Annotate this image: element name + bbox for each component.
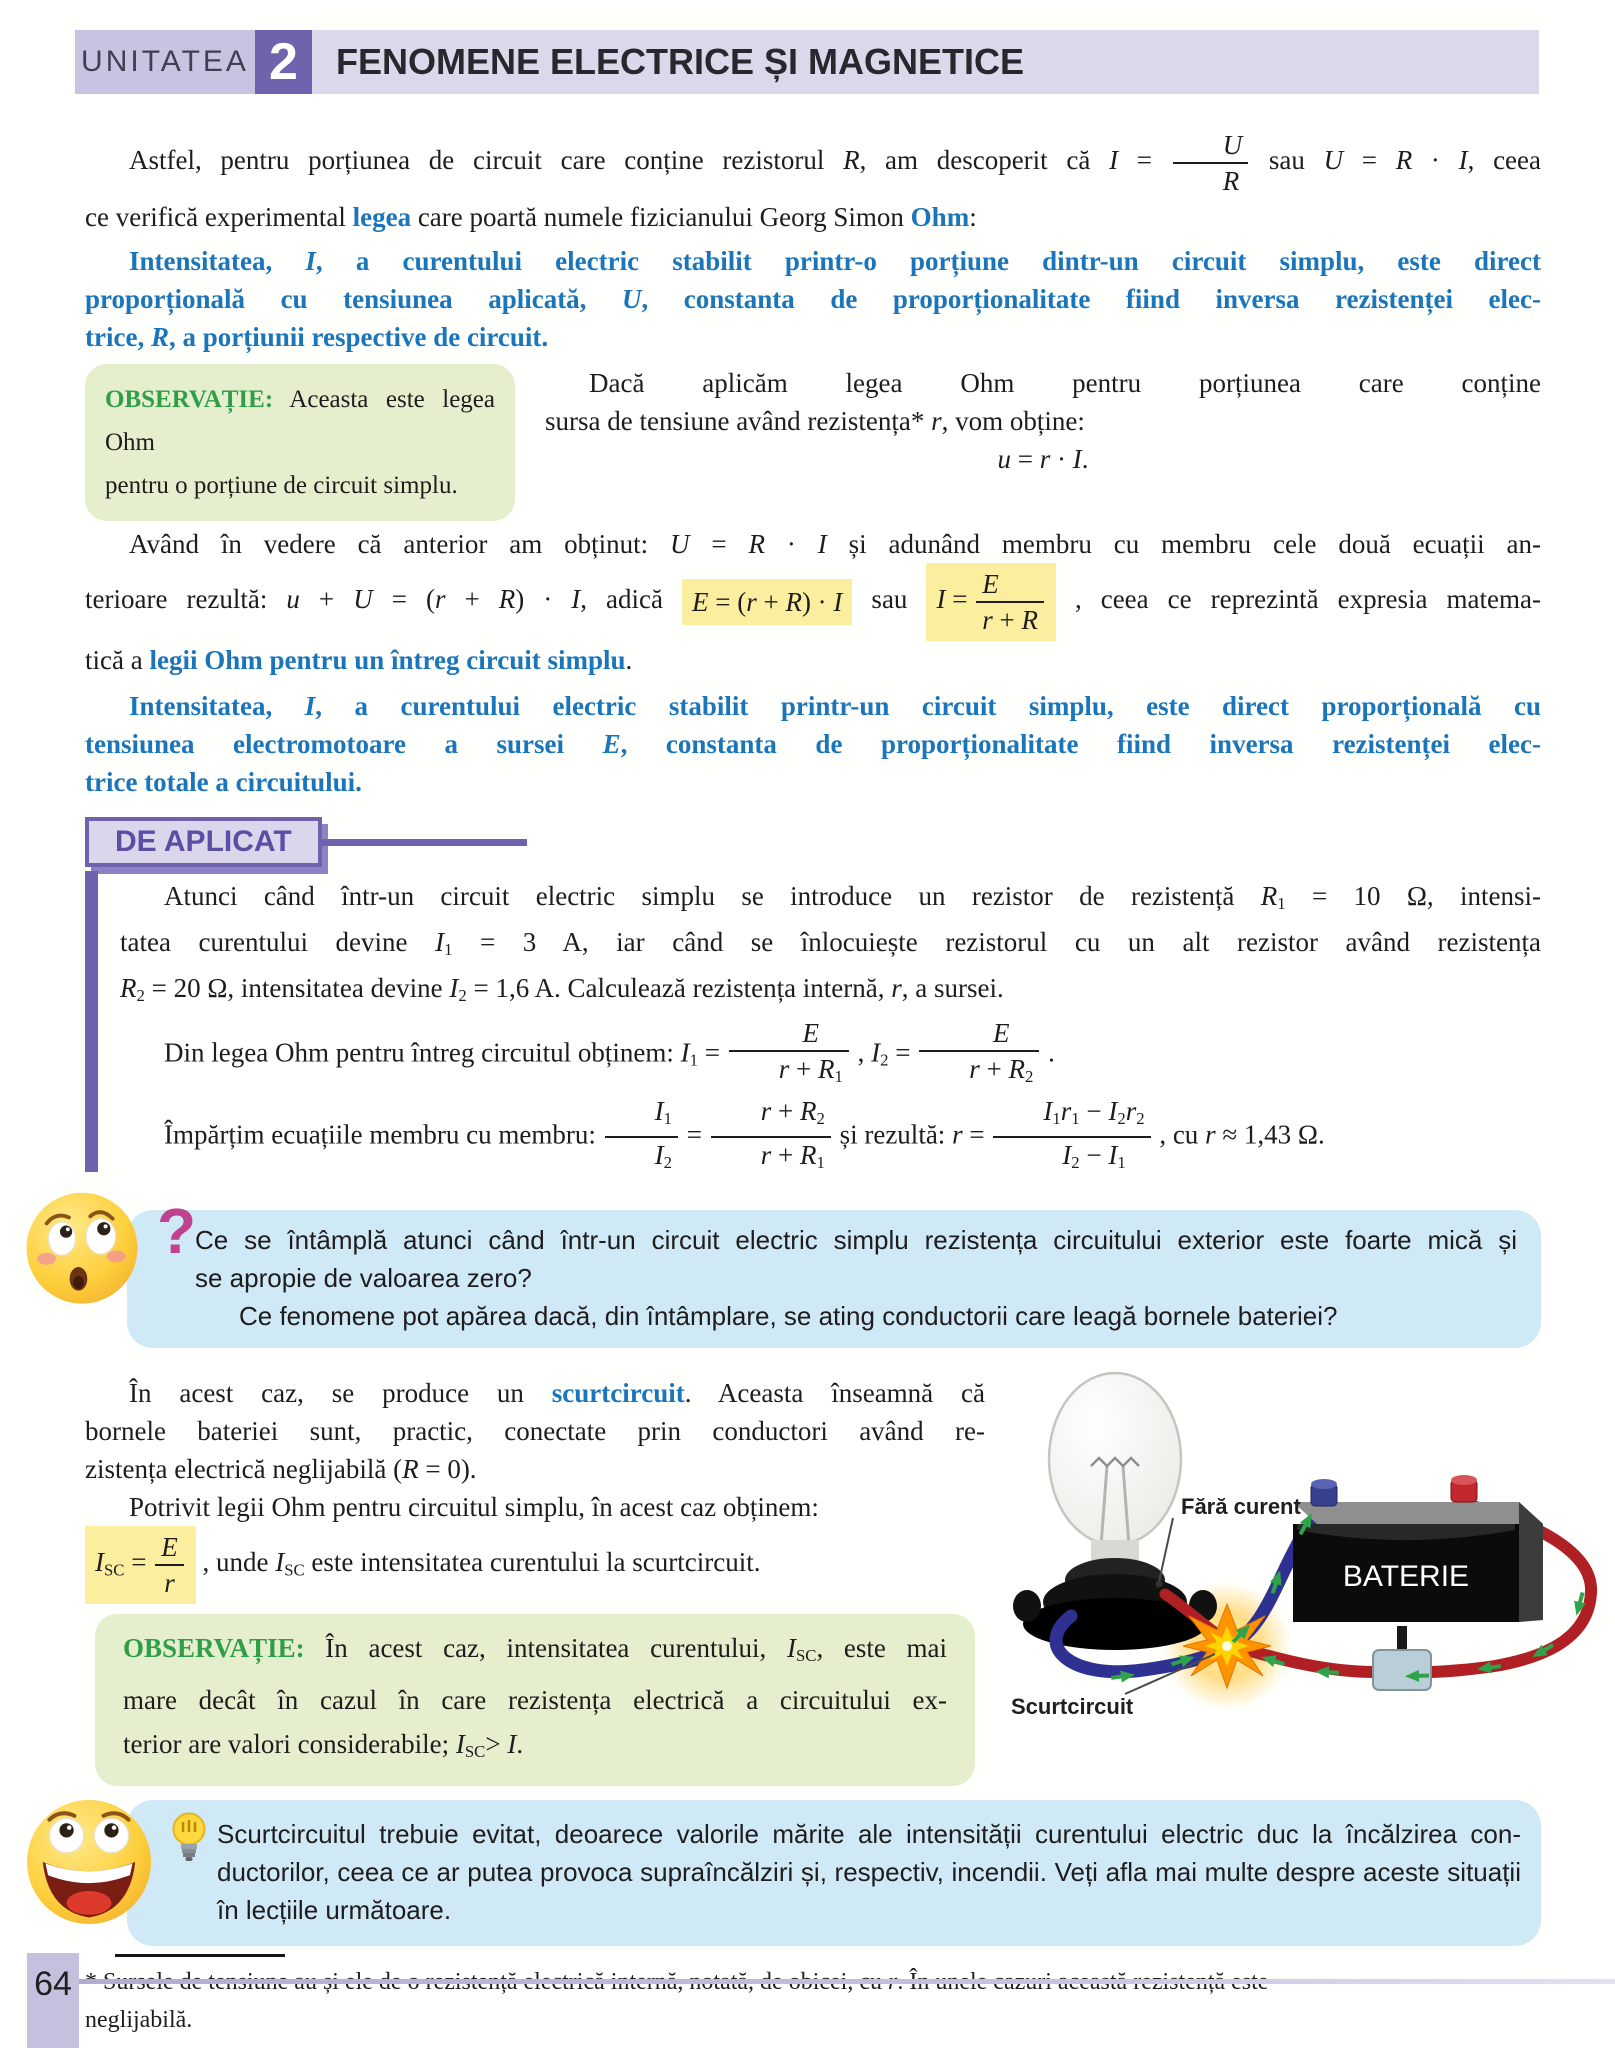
text-line: proporțională cu tensiunea aplicată, U, constanta de proporționalitate fiind inversa rezistenței elec- (85, 284, 1541, 314)
page-number-box (27, 1953, 79, 2048)
footnote-text (85, 1965, 1541, 2041)
derivation-paragraph (85, 525, 1541, 679)
battery-terminal-negative (1311, 1479, 1337, 1506)
text-line: $I_{SC}$ = $\frac{E}{r}$ , unde $I_{SC}$ este intensitatea curentului la scurtcircuit. (85, 1526, 985, 1604)
switch (1373, 1626, 1431, 1690)
de-aplicat-header (85, 817, 1541, 867)
text-line: Ce fenomene pot apărea dacă, din întâmplare, se ating conductorii care leagă bornele bateriei? (239, 1301, 1338, 1332)
text-line: bornele bateriei sunt, practic, conectate prin conductori având re- (85, 1416, 985, 1447)
lightbulb-icon (167, 1810, 211, 1872)
observation-row (85, 364, 1541, 521)
unit-number-badge: 2 (255, 30, 312, 94)
text-line: sursa de tensiune având rezistența* r, vom obține: (545, 406, 1085, 436)
observation-box-1 (85, 364, 515, 521)
battery-terminal-positive (1451, 1475, 1477, 1502)
text-line: În acest caz, se produce un scurtcircuit. Aceasta înseamnă că (129, 1378, 985, 1409)
text-line: Potrivit legii Ohm pentru circuitul simplu, în acest caz obținem: (129, 1492, 819, 1523)
worried-emoji-icon (23, 1188, 141, 1306)
de-aplicat-rule (322, 839, 527, 846)
unit-label: UNITATEA (75, 30, 255, 94)
ohm-law-full-statement (85, 687, 1541, 801)
main-content-column (85, 128, 1541, 2041)
text-line: trice totale a circuitului. (85, 767, 362, 797)
question-mark: ? (157, 1195, 197, 1268)
text-line: Ce se întâmplă atunci când într-un circuit electric simplu rezistența circuitului exterior este foarte mică și (195, 1225, 1517, 1256)
laughing-emoji-icon (23, 1796, 155, 1928)
text-line: OBSERVAȚIE: În acest caz, intensitatea curentului, $I_{SC}$, este mai (123, 1633, 947, 1666)
tip-block (85, 1800, 1541, 1946)
text-line: terioare rezultă: u + U = (r + R) · I, adică E = (r + R) · I sau I = $\frac{E}{r + R}$ , ceea ce reprezintă expresia matema- (85, 563, 1541, 641)
source-law-paragraph (545, 364, 1541, 521)
text-line: se apropie de valoarea zero? (195, 1263, 532, 1294)
ohm-law-portion-statement (85, 242, 1541, 356)
page-header (75, 30, 1539, 94)
text-line (85, 1965, 1541, 2003)
text-line: mare decât în cazul în care rezistența electrică a circuitului ex- (123, 1685, 947, 1716)
text-line: Din legea Ohm pentru întreg circuitul obținem: $I_1$ = $\frac{E}{r + R_1}$ , $I_2$ = $\frac{E}{r + R_2}$ . (120, 1016, 1541, 1094)
intro-paragraph (85, 128, 1541, 236)
text-line: Dacă aplicăm legea Ohm pentru porțiunea care conține (589, 368, 1541, 398)
footnote (85, 1954, 1541, 2041)
text-line: pentru o porțiune de circuit simplu. (105, 472, 458, 499)
text-line: Scurtcircuitul trebuie evitat, deoarece valorile mărite ale intensității curentului electric duc la încălzirea con- (217, 1819, 1521, 1850)
short-circuit-label: Scurtcircuit (1011, 1694, 1134, 1720)
question-box (127, 1210, 1541, 1348)
text-line: OBSERVAȚIE: Aceasta este legea Ohm (105, 386, 495, 456)
text-line: Având în vedere că anterior am obținut: U = R · I și adunând membru cu membru cele două ecuații an- (129, 529, 1541, 559)
battery-label: BATERIE (1342, 1560, 1470, 1594)
tip-box (127, 1800, 1541, 1946)
text-line: $R_2 = 20$ Ω, intensitatea devine $I_2 = 1,6$ A. Calculează rezistența internă, r, a sursei. (120, 973, 1004, 1006)
observation-box-2 (95, 1614, 975, 1786)
question-block (85, 1195, 1541, 1348)
text-line: Atunci când într-un circuit electric simplu se introduce un rezistor de rezistență $R_1 = 10$ Ω, intensi- (164, 881, 1542, 914)
applied-problem (120, 877, 1541, 1180)
text-line: u = r · I. (997, 444, 1089, 474)
text-line: zistența electrică neglijabilă (R = 0). (85, 1454, 477, 1485)
battery (1293, 1475, 1543, 1622)
tip-text (217, 1816, 1521, 1930)
text-line: trice, R, a porțiunii respective de circuit. (85, 322, 549, 352)
text-line: ductorilor, ceea ce ar putea provoca supraîncălziri și, respectiv, incendii. Veți afla mai multe despre aceste situații (217, 1857, 1521, 1888)
text-line: Astfel, pentru porțiunea de circuit care conține rezistorul R, am descoperit că I = $\frac{U}{R}$ sau U = R · I, ceea (129, 130, 1542, 196)
text-line: în lecțiile următoare. (217, 1895, 452, 1926)
text-line: tatea curentului devine $I_1 = 3$ A, iar când se înlocuiește rezistorul cu un alt rezistor având rezistența (120, 927, 1542, 960)
de-aplicat-section (85, 817, 1541, 1180)
text-line: Intensitatea, I, a curentului electric stabilit printr-o porțiune dintr-un circuit simplu, este direct (129, 246, 1541, 276)
no-current-label: Fără curent (1181, 1494, 1301, 1520)
text-line: neglijabilă. (85, 2007, 193, 2034)
text-line: tică a legii Ohm pentru un întreg circuit simplu. (85, 645, 633, 675)
text-line: terior are valori considerabile; $I_{SC}> I$. (123, 1729, 524, 1762)
text-line: Intensitatea, I, a curentului electric stabilit printr-un circuit simplu, este direct proporțională cu (129, 691, 1541, 721)
text-line: tensiunea electromotoare a sursei E, constanta de proporționalitate fiind inversa rezistenței elec- (85, 729, 1542, 759)
text-line: ce verifică experimental legea care poartă numele fizicianului Georg Simon Ohm: (85, 202, 977, 232)
page-number: 64 (34, 1965, 72, 2003)
de-aplicat-label: DE APLICAT (85, 817, 322, 867)
short-circuit-paragraph (85, 1374, 985, 1604)
chapter-title: FENOMENE ELECTRICE ȘI MAGNETICE (312, 30, 1539, 94)
text-line: Împărțim ecuațiile membru cu membru: $\frac{I_1}{I_2}$ = $\frac{r + R_2}{r + R_1}$ și rezultă: r = $\frac{I_1r_1 - I_2r_2}{I_2 - I_1}$ , cu r ≈ 1,43 Ω. (120, 1094, 1541, 1180)
short-circuit-illustration (975, 1354, 1615, 1726)
de-aplicat-side-bar (85, 871, 98, 1172)
footnote-rule (115, 1954, 285, 1957)
footer-rule (79, 1979, 1615, 1984)
